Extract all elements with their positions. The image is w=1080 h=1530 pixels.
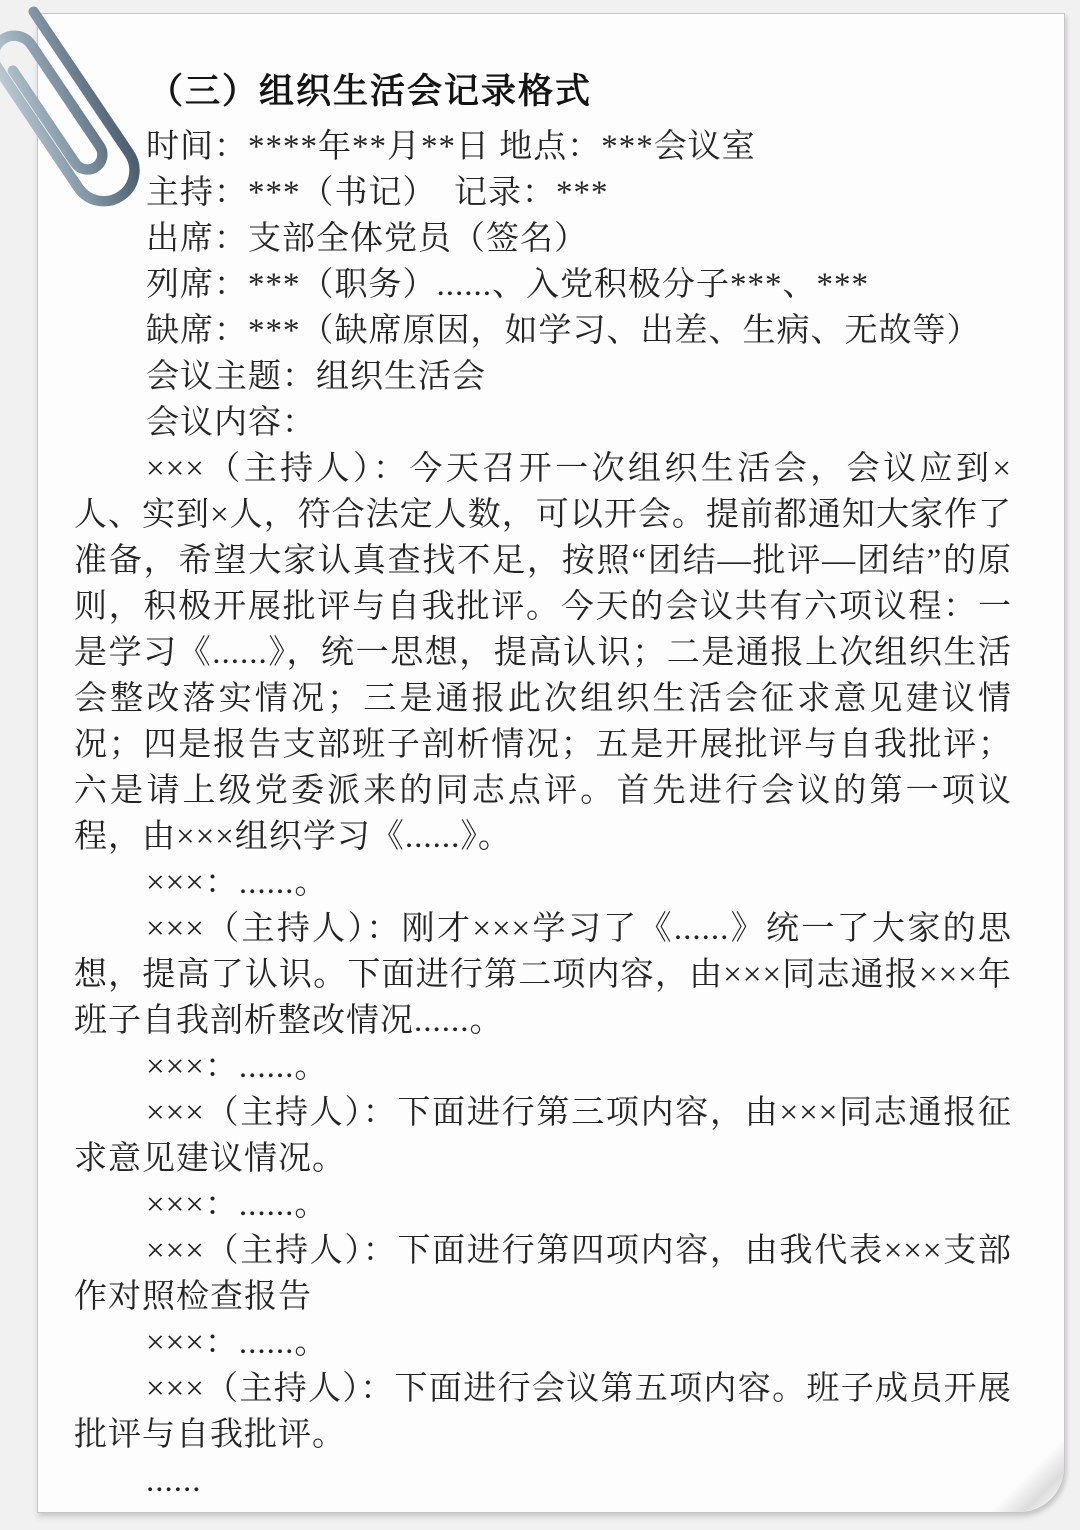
doc-paragraph-host-opening: ×××（主持人）：今天召开一次组织生活会，会议应到×人、实到×人，符合法定人数，可以开会。提前都通知大家作了准备，希望大家认真查找不足，按照“团结—批评—团结”的原则，积极开展批评与自我批评。今天的会议共有六项议程：一是学习《......》，统一思想，提高认识；二是通报上次组织生活会整改落实情况；三是通报此次组织生活会征求意见建议情况；四是报告支部班子剖析情况；五是开展批评与自我批评；六是请上级党委派来的同志点评。首先进行会议的第一项议程，由×××组织学习《......》。 [74,451,1012,855]
doc-line-host-recorder: 主持：***（书记） 记录：*** [146,175,609,211]
page-title: （三）组织生活会记录格式 [148,72,593,111]
doc-line-absentees: 缺席：***（缺席原因，如学习、出差、生病、无故等） [146,313,981,349]
doc-paragraph-host-third-item: ×××（主持人）：下面进行第三项内容，由×××同志通报征求意见建议情况。 [74,1095,1012,1177]
doc-line-ellipsis: ...... [146,1463,202,1499]
doc-line-observers: 列席：***（职务）......、入党积极分子***、*** [146,267,869,303]
doc-paragraph-host-fourth-item: ×××（主持人）：下面进行第四项内容，由我代表×××支部作对照检查报告 [74,1233,1012,1315]
doc-line-time-place: 时间：****年**月**日 地点：***会议室 [146,129,756,165]
doc-line-speaker: ×××：......。 [146,1325,329,1361]
doc-paragraph-host-fifth-item: ×××（主持人）：下面进行会议第五项内容。班子成员开展批评与自我批评。 [74,1371,1012,1453]
doc-line-speaker: ×××：......。 [146,1049,329,1085]
doc-line-speaker: ×××：......。 [146,865,329,901]
document-page [37,13,1065,1513]
doc-line-meeting-topic: 会议主题：组织生活会 [146,359,486,395]
document-body [74,124,1012,1504]
doc-line-attendees: 出席：支部全体党员（签名） [146,221,588,257]
doc-line-speaker: ×××：......。 [146,1187,329,1223]
doc-line-meeting-content-label: 会议内容： [146,405,316,441]
doc-paragraph-host-second-item: ×××（主持人）：刚才×××学习了《......》统一了大家的思想，提高了认识。下面进行第二项内容，由×××同志通报×××年班子自我剖析整改情况......。 [74,911,1012,1039]
